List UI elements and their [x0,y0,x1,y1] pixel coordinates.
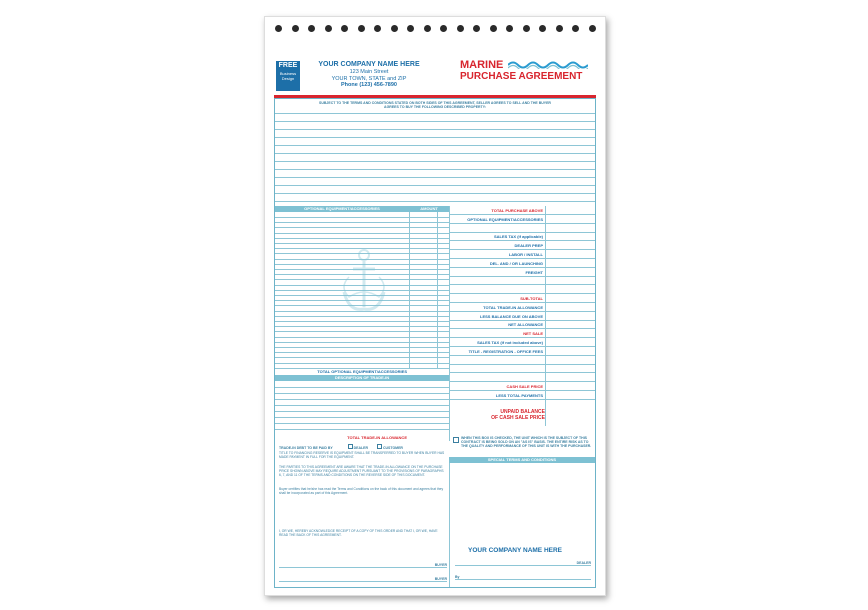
form-line [275,161,595,162]
summary-label: SALES TAX (if applicable) [493,234,543,240]
summary-line [449,311,595,312]
trade-debt-row [279,444,449,450]
summary-line [449,258,595,259]
form-line [275,113,595,114]
binding-hole [539,25,546,32]
binding-hole [308,25,315,32]
form-line [275,417,449,418]
total-trade-label: TOTAL TRADE-IN ALLOWANCE [347,435,407,440]
binding-hole [490,25,497,32]
buyer-certify-paragraph: Buyer certifies that he/she has read the Terms and Conditions on the back of this document and agrees that they shall be incorporated as part of this Agreement. [279,487,444,496]
customer-checkbox[interactable] [377,444,382,449]
unpaid-balance [449,409,545,421]
form-line [275,227,449,228]
optional-header: OPTIONAL EQUIPMENT/ACCESSORIES [275,206,409,212]
form-line [275,169,595,170]
summary-line [449,390,595,391]
binding-hole [374,25,381,32]
summary-label: NET SALE [523,331,543,337]
amount-header: AMOUNT [409,206,449,212]
form-line [275,121,595,122]
dealer-option: DEALER [353,446,369,450]
summary-label: SUB-TOTAL [520,296,543,301]
summary-line [449,399,595,400]
binding-hole [325,25,332,32]
buyer-sig-1 [279,561,447,568]
summary-line [449,337,595,338]
summary-label: FREIGHT [525,269,543,275]
binding-hole [358,25,365,32]
trade-debt-label: TRADE-IN DEBT TO BE PAID BY [279,446,333,450]
binding-hole [589,25,596,32]
binding-hole [572,25,579,32]
form-line [275,243,449,244]
summary-line [449,267,595,268]
binding-hole [506,25,513,32]
binding-hole [523,25,530,32]
summary-line [449,381,595,382]
summary-line [449,284,595,285]
customer-option: CUSTOMER [383,446,403,450]
summary-line [449,249,595,250]
summary-line [449,302,595,303]
form-line [275,321,449,322]
right-amount-divider [545,206,546,426]
summary-label: SALES TAX (if not included above) [477,340,543,345]
form-line [275,399,449,400]
badge-line1: Business [279,71,297,76]
binding-hole [440,25,447,32]
by-label: By [455,575,460,579]
company-block [304,61,434,89]
form-body [274,98,596,588]
summary-line [449,320,595,321]
summary-line [449,355,595,356]
form-line [275,137,595,138]
form-title [460,59,600,83]
form-line [275,423,449,424]
summary-label: LABOR / INSTALL [508,252,543,257]
form-line [275,337,449,338]
summary-line [449,346,595,347]
form-line [275,193,595,194]
summary-label: NET ALLOWANCE [508,322,543,328]
summary-line [449,232,595,233]
summary-label: OPTIONAL EQUIPMENT/ACCESSORIES [467,216,543,222]
summary-label: CASH SALE PRICE [506,384,543,389]
buyer-sig-2 [279,575,447,582]
summary-label: LESS TOTAL PAYMENTS [495,392,543,398]
unpaid-line1: UNPAID BALANCE [500,409,545,415]
form-line [275,185,595,186]
purchase-agreement-form [264,16,606,596]
summary-line [449,364,595,365]
form-line [275,217,449,218]
binding-hole [424,25,431,32]
free-design-badge [276,61,300,91]
by-sig-line [455,573,591,580]
summary-line [449,328,595,329]
title-paragraph: TITLE TO FINANCING RESERVE IS EQUIPMENT SHALL BE TRANSFERRED TO BUYER WHEN BUYER HAS MADE PAYMENT IN FULL FOR THE EQUIPMENT. [279,451,445,460]
summary-label: DEL. AND / OR LAUNCHING [489,260,543,266]
binding-hole [341,25,348,32]
form-line [275,387,449,388]
form-line [275,429,449,430]
form-line [275,201,595,202]
intro-text: SUBJECT TO THE TERMS AND CONDITIONS STATED ON BOTH SIDES OF THIS AGREEMENT, SELLER AGREES TO SELL AND THE BUYER AGREES TO BUY THE FOLLOWING DESCRIBED PROPERTY: [319,101,551,109]
form-line [275,405,449,406]
form-line [275,238,449,239]
title-line2: PURCHASE AGREEMENT [460,71,583,82]
anchor-icon [339,247,389,317]
summary-label: DEALER PREP [514,243,543,249]
form-line [275,145,595,146]
summary-label: LESS BALANCE DUE ON ABOVE [480,313,543,319]
form-line [275,347,449,348]
company-phone: Phone (123) 456-7890 [341,82,397,88]
summary-line [449,293,595,294]
form-line [275,363,449,364]
summary-line [449,372,595,373]
amount-divider [409,212,410,368]
binding-holes [265,25,605,35]
cents-divider [437,212,438,368]
company-city: YOUR TOWN, STATE and ZIP [331,75,407,82]
as-is-checkbox[interactable] [453,437,459,443]
trade-adjust-paragraph: THE PARTIES TO THIS AGREEMENT ARE AWARE THAT THE TRADE-IN ALLOWANCE ON THE PURCHASE PRICE SHOWN ABOVE MAY REQUIRE ADJUSTMENT PURSUANT TO THE PROVISIONS OF PARAGRAPHS 6, 7, AND 11 OF THE TERMS AND CONDITIONS ON THE REVERSE SIDE OF THIS DOCUMENT. [279,465,444,478]
form-line [275,326,449,327]
total-optional-label: TOTAL OPTIONAL EQUIPMENT/ACCESSORIES [317,369,407,374]
as-is-text: WHEN THIS BOX IS CHECKED, THE UNIT WHICH IS THE SUBJECT OF THIS CONTRACT IS BEING SOLD ON AN "AS IS" BASIS. THE ENTIRE RISK AS TO THE QUALITY AND PERFORMANCE OF THIS UNIT IS WITH THE PURCHASER. [461,436,592,448]
bottom-company-name: YOUR COMPANY NAME HERE [467,547,563,554]
form-line [275,129,595,130]
trade-in-header: DESCRIPTION OF TRADE-IN [275,375,449,381]
dealer-checkbox[interactable] [348,444,353,449]
binding-hole [292,25,299,32]
special-left-border [449,463,450,587]
company-street: 123 Main Street [349,69,389,75]
buyer-label-2: BUYER [434,577,447,581]
company-name: YOUR COMPANY NAME HERE [318,61,420,68]
form-line [275,342,449,343]
buyer-label-1: BUYER [434,563,447,567]
binding-hole [275,25,282,32]
special-terms-header: SPECIAL TERMS AND CONDITIONS [449,457,595,463]
summary-line [449,240,595,241]
badge-line2: Design [281,76,295,81]
summary-line [449,223,595,224]
form-line [275,233,449,234]
form-line [275,153,595,154]
form-line [275,411,449,412]
binding-hole [407,25,414,32]
binding-hole [473,25,480,32]
dealer-sig-line [455,559,591,566]
binding-hole [391,25,398,32]
binding-hole [556,25,563,32]
form-line [275,357,449,358]
form-line [275,177,595,178]
summary-line [449,276,595,277]
unpaid-line2: OF CASH SALE PRICE [491,415,545,421]
title-line1: MARINE [460,59,504,71]
summary-line [449,214,595,215]
badge-free: FREE [278,62,298,69]
summary-label: TOTAL TRADE-IN ALLOWANCE [483,304,543,310]
form-line [275,222,449,223]
form-line [275,393,449,394]
dealer-sig-label: DEALER [576,561,591,565]
acknowledge-paragraph: I, OR WE, HEREBY ACKNOWLEDGE RECEIPT OF A COPY OF THIS ORDER AND THAT I, OR WE, HAVE READ THE BACK OF THIS AGREEMENT. [279,529,438,538]
binding-hole [457,25,464,32]
form-line [275,352,449,353]
form-line [275,331,449,332]
summary-label: TOTAL PURCHASE ABOVE [491,208,543,213]
summary-label: TITLE - REGISTRATION - OFFICE FEES [468,348,543,354]
